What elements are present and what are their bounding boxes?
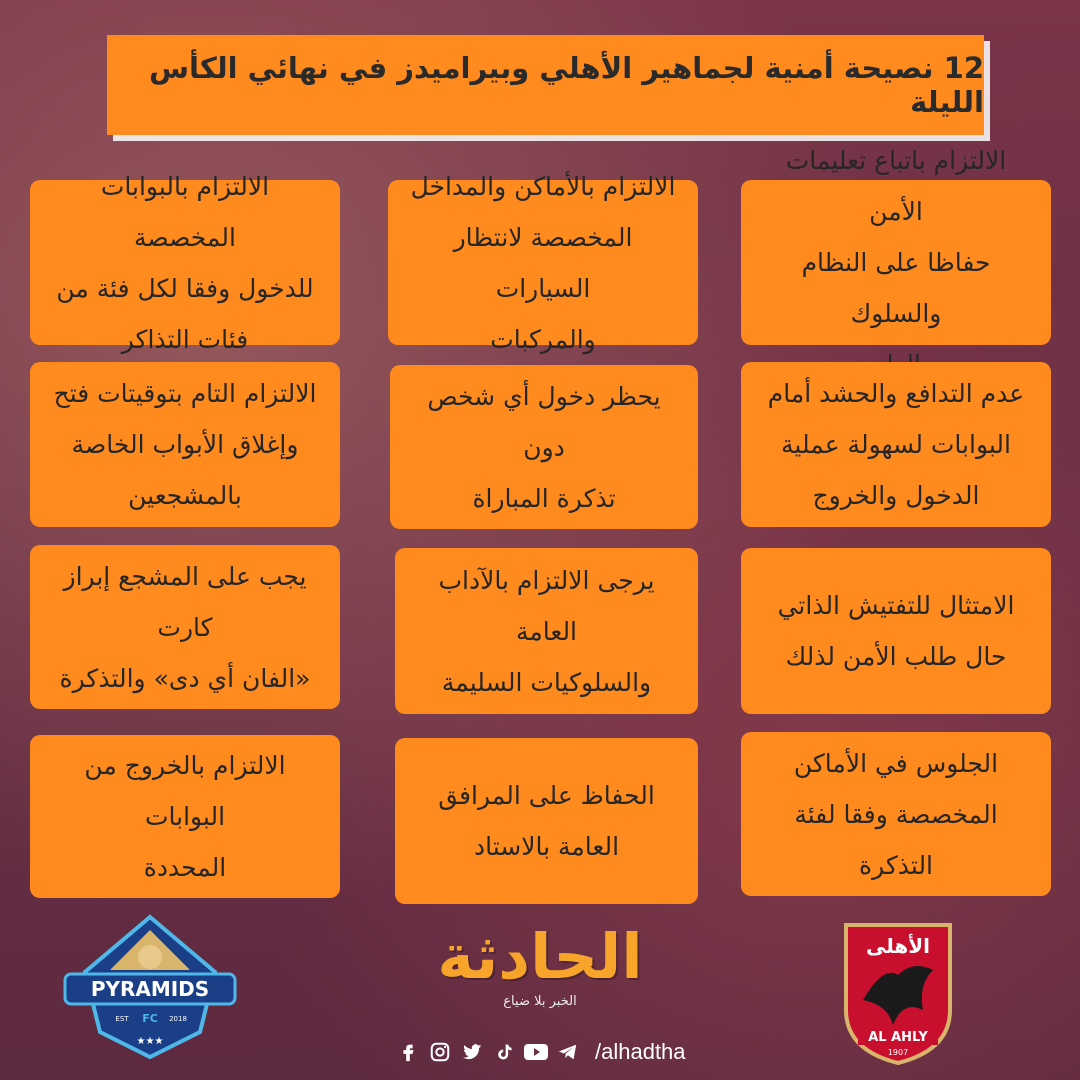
tip-card (741, 732, 1051, 896)
tip-card (741, 146, 1051, 345)
svg-text:★★★: ★★★ (136, 1036, 164, 1047)
tip-line: يرجى الالتزام بالآداب العامة (438, 565, 655, 646)
tip-line: للدخول وفقا لكل فئة من (56, 273, 314, 303)
pyramids-est: EST (115, 1015, 129, 1023)
youtube-icon[interactable] (523, 1039, 549, 1065)
tip-card (741, 548, 1051, 714)
tip-card (30, 362, 340, 527)
twitter-icon[interactable] (459, 1039, 485, 1065)
tip-line: تذكرة المباراة (472, 483, 616, 513)
title-banner (107, 35, 984, 135)
tip-line: المحددة (143, 853, 227, 882)
social-links (395, 1036, 686, 1068)
tip-line: والسلوكيات السليمة (441, 667, 652, 697)
tip-card (395, 548, 698, 714)
facebook-icon[interactable] (395, 1039, 421, 1065)
tip-line: الالتزام بالبوابات المخصصة (100, 171, 270, 252)
alhadtha-brand (395, 922, 685, 1032)
tip-line: وإغلاق الأبواب الخاصة (71, 430, 299, 459)
tip-line: يجب على المشجع إبراز كارت (63, 561, 307, 642)
brand-name: الحادثة (437, 920, 643, 993)
al-ahly-year: 1907 (887, 1048, 909, 1057)
tip-card (30, 545, 340, 709)
tip-line: الالتزام باتباع تعليمات الأمن (785, 146, 1007, 226)
tip-line: والمركبات (490, 324, 596, 354)
tip-line: الالتزام بالخروج من البوابات (84, 751, 286, 831)
al-ahly-logo (838, 915, 958, 1065)
social-handle[interactable]: /alhadtha (595, 1039, 686, 1064)
tip-card (395, 738, 698, 904)
tip-line: بالمشجعين (128, 481, 242, 510)
al-ahly-arabic: الأهلى (865, 934, 931, 958)
tip-card (30, 171, 340, 354)
tip-line: فئات التذاكر (121, 324, 249, 354)
tip-line: الامتثال للتفتيش الذاتي (777, 591, 1015, 620)
al-ahly-name: AL AHLY (868, 1030, 928, 1045)
tip-line: الدخول والخروج (812, 481, 980, 510)
tiktok-icon[interactable] (491, 1039, 517, 1065)
pyramids-name: PYRAMIDS (90, 977, 210, 1001)
telegram-icon[interactable] (555, 1039, 581, 1065)
brand-tagline: الخبر بلا ضياع (503, 994, 577, 1009)
instagram-icon[interactable] (427, 1039, 453, 1065)
tip-line: الجلوس في الأماكن (793, 748, 999, 778)
tip-line: البوابات لسهولة عملية (781, 430, 1011, 459)
tip-card (741, 362, 1051, 527)
tip-line: الحفاظ على المرافق (438, 781, 655, 810)
tip-line: الالتزام التام بتوقيتات فتح (53, 379, 317, 408)
tip-line: «الفان أي دى» والتذكرة (59, 663, 311, 693)
tip-card (388, 171, 698, 354)
tip-line: يحظر دخول أي شخص دون (427, 381, 661, 462)
tip-card (30, 735, 340, 898)
pyramids-fc: FC (142, 1012, 158, 1025)
page-title: 12 نصيحة أمنية لجماهير الأهلي وبيراميدز في نهائي الكأس الليلة (148, 51, 984, 119)
tip-line: حال طلب الأمن لذلك (785, 642, 1007, 671)
tip-line: عدم التدافع والحشد أمام (767, 379, 1025, 408)
tip-line: المخصصة وفقا لفئة التذكرة (794, 799, 998, 880)
tip-line: الالتزام بالأماكن والمداخل (410, 171, 676, 201)
tip-card (390, 365, 698, 529)
pyramids-year: 2018 (169, 1015, 187, 1023)
pyramids-fc-logo (60, 912, 240, 1062)
tip-line: المخصصة لانتظار السيارات (453, 222, 633, 303)
tip-line: العامة بالاستاد (473, 832, 620, 861)
tip-line: حفاظا على النظام والسلوك (801, 248, 991, 328)
